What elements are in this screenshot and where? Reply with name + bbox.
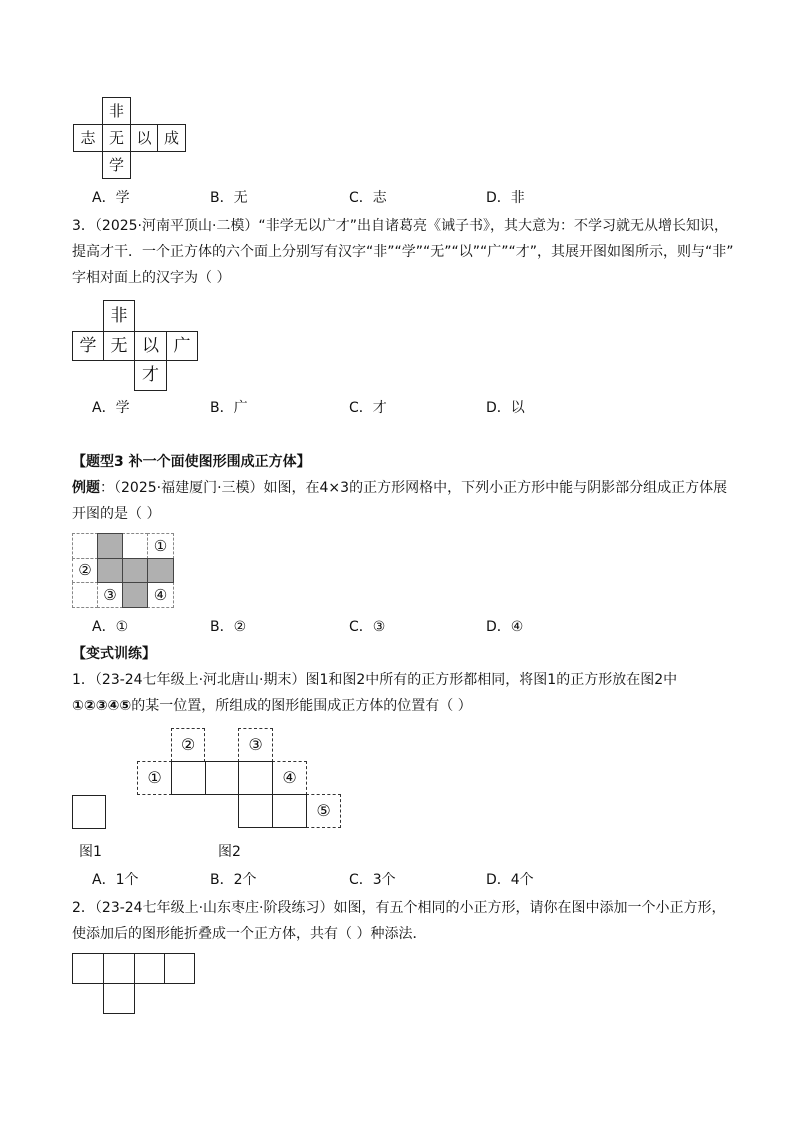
option-a[interactable]: A．学 [92,190,130,206]
shaded-cell [97,533,123,559]
figure-2-caption: 图2 [218,844,241,860]
grid-label-4: ④ [153,586,168,604]
question-3-text-line2: 提高才干．一个正方体的六个面上分别写有汉字“非”“学”“无”“以”“广”“才”，其展开图如图所示，则与“非” [72,244,734,260]
section-heading: 【题型3 补一个面使图形围成正方体】 [72,454,311,470]
option-c[interactable]: C．志 [349,190,387,206]
net-cell: 成 [157,124,186,152]
grid-label-1: ① [153,537,168,555]
practice-q2-line1: 2．（23-24七年级上·山东枣庄·阶段练习）如图，有五个相同的小正方形，请你在图中添加一个小正方形， [72,900,726,916]
option-c[interactable]: C．3个 [349,872,396,888]
shaded-cell [122,582,148,608]
figure-q2-cell [103,953,135,984]
example-text-line1 [72,478,727,498]
practice-q1-line1: 1．（23-24七年级上·河北唐山·期末）图1和图2中所有的正方形都相同，将图1的正方形放在图2中 [72,672,678,688]
net-cell: 学 [72,331,104,361]
practice-heading: 【变式训练】 [72,646,156,662]
example-label: 例题 [72,480,100,496]
figure-q2-cell [134,953,165,984]
grid-cell [72,533,98,559]
figure-2-cell [238,794,273,828]
net-cell: 无 [102,124,131,152]
shaded-cell [147,558,174,583]
net-cell: 广 [166,331,198,361]
option-b[interactable]: B．无 [210,190,248,206]
grid-label-3: ③ [103,586,117,604]
option-d[interactable]: D．④ [486,619,524,635]
net-cell: 无 [103,331,135,361]
practice-q2-line2: 使添加后的图形能折叠成一个正方体，共有（ ）种添法． [72,926,427,942]
figure-q2-cell [164,953,195,984]
position-label-1: ① [147,768,162,787]
option-d[interactable]: D．非 [486,190,525,206]
option-d[interactable]: D．以 [486,400,525,416]
net-cell: 才 [134,360,167,391]
net-cell: 非 [103,300,135,332]
question-3-text-line1: 3．（2025·河南平顶山·二模）“非学无以广才”出自诸葛亮《诫子书》，其大意为：不学习就无从增长知识， [72,218,728,234]
option-b[interactable]: B．广 [210,400,248,416]
position-label-5: ⑤ [316,801,331,820]
position-label-4: ④ [282,768,297,787]
position-labels: ①②③④⑤ [72,698,132,714]
shaded-cell [97,558,123,583]
figure-q2-cell [103,983,135,1014]
position-label-2: ② [180,735,196,754]
shaded-cell [122,558,148,583]
option-a[interactable]: A．学 [92,400,130,416]
net-cell: 以 [134,331,167,361]
net-cell: 非 [102,97,131,125]
question-3-text-line3: 字相对面上的汉字为（ ） [72,270,231,286]
figure-q2-cell [72,953,104,984]
figure-2-cell [272,794,307,828]
net-cell: 学 [102,151,131,179]
option-b[interactable]: B．2个 [210,872,257,888]
figure-2-cell [238,761,273,795]
example-text-line2: 开图的是（ ） [72,506,161,522]
grid-label-2: ② [78,561,92,579]
position-label-3: ③ [248,735,263,754]
option-c[interactable]: C．才 [349,400,387,416]
option-b[interactable]: B．② [210,619,247,635]
option-a[interactable]: A．1个 [92,872,139,888]
net-cell: 志 [73,124,103,152]
grid-cell [122,533,148,559]
grid-cell [72,582,98,608]
example-text: ：（2025·福建厦门·三模）如图，在4×3的正方形网格中，下列小正方形中能与阴影部分组成正方体展 [100,480,728,496]
figure-1-caption: 图1 [79,844,102,860]
net-cell: 以 [130,124,158,152]
figure-2-cell [205,761,239,795]
option-d[interactable]: D．4个 [486,872,534,888]
figure-1-square [72,795,106,829]
option-a[interactable]: A．① [92,619,129,635]
practice-q1-line2 [72,696,472,716]
option-c[interactable]: C．③ [349,619,386,635]
figure-2-cell [171,761,206,795]
practice-q1-text: 的某一位置，所组成的图形能围成正方体的位置有（ ） [131,698,472,714]
